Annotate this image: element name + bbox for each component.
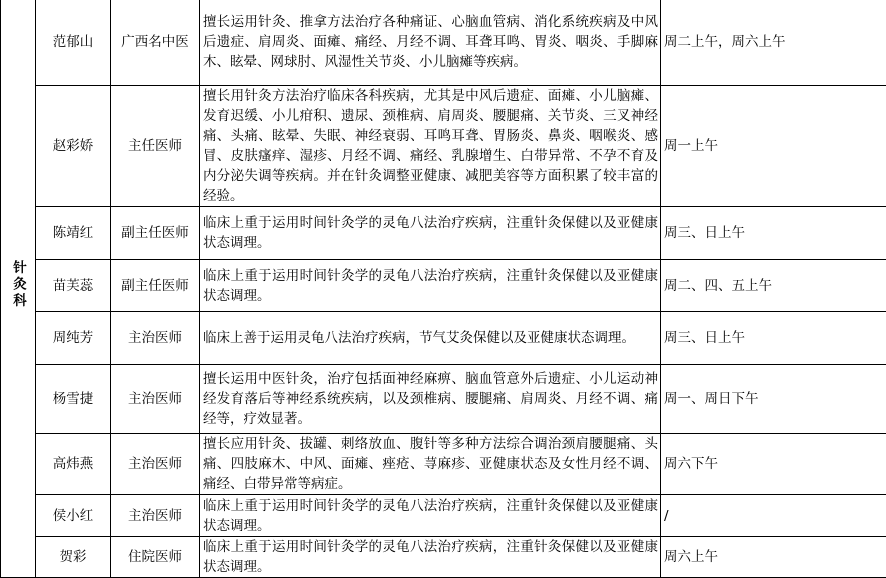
doctor-title: 主任医师 <box>111 86 200 207</box>
doctor-title: 主治医师 <box>111 434 200 495</box>
doctor-specialty: 擅长应用针灸、拔罐、刺络放血、腹针等多种方法综合调治颈肩腰腿痛、头痛、四肢麻木、中风、面瘫、痤疮、荨麻疹、亚健康状态及女性月经不调、痛经、白带异常等病症。 <box>200 434 661 495</box>
doctor-schedule: 周六下午 <box>661 434 886 495</box>
table-row <box>1 86 886 207</box>
doctor-title: 主治医师 <box>111 365 200 434</box>
doctor-title: 主治医师 <box>111 495 200 537</box>
doctor-title: 副主任医师 <box>111 207 200 260</box>
doctor-schedule: 周一、周日下午 <box>661 365 886 434</box>
table-row <box>1 434 886 495</box>
doctor-schedule: 周六上午 <box>661 537 886 578</box>
doctor-name: 赵彩娇 <box>36 86 111 207</box>
department-cell <box>1 0 36 578</box>
doctor-schedule: 周二上午，周六上午 <box>661 0 886 86</box>
doctor-specialty: 临床上重于运用时间针灸学的灵龟八法治疗疾病，注重针灸保健以及亚健康状态调理。 <box>200 537 661 578</box>
doctor-name: 周纯芳 <box>36 312 111 365</box>
table-row <box>1 207 886 260</box>
table-row <box>1 312 886 365</box>
doctor-specialty: 临床上重于运用时间针灸学的灵龟八法治疗疾病，注重针灸保健以及亚健康状态调理。 <box>200 207 661 260</box>
table-row <box>1 495 886 537</box>
doctor-specialty: 临床上重于运用时间针灸学的灵龟八法治疗疾病，注重针灸保健以及亚健康状态调理。 <box>200 495 661 537</box>
doctor-name: 苗芙蕊 <box>36 260 111 312</box>
table-row <box>1 537 886 578</box>
department-label: 针灸科 <box>8 260 28 310</box>
table-row <box>1 260 886 312</box>
table-row <box>1 365 886 434</box>
doctor-name: 陈靖红 <box>36 207 111 260</box>
doctor-schedule: 周一上午 <box>661 86 886 207</box>
doctor-specialty: 临床上善于运用灵龟八法治疗疾病，节气艾灸保健以及亚健康状态调理。 <box>200 312 661 365</box>
doctor-name: 贺彩 <box>36 537 111 578</box>
table-row <box>1 0 886 86</box>
doctor-title: 住院医师 <box>111 537 200 578</box>
doctor-title: 主治医师 <box>111 312 200 365</box>
doctor-name: 杨雪捷 <box>36 365 111 434</box>
doctor-specialty: 擅长用针灸方法治疗临床各科疾病，尤其是中风后遗症、面瘫、小儿脑瘫、发育迟缓、小儿疳积、遗尿、颈椎病、肩周炎、腰腿痛、关节炎、三叉神经痛、头痛、眩晕、失眠、神经衰弱、耳鸣耳聋、胃肠炎、鼻炎、咽喉炎、感冒、皮肤瘙痒、湿疹、月经不调、痛经、乳腺增生、白带异常、不孕不育及内分泌失调等疾病。并在针灸调整亚健康、减肥美容等方面积累了较丰富的经验。 <box>200 86 661 207</box>
doctor-specialty: 擅长运用中医针灸，治疗包括面神经麻痹、脑血管意外后遗症、小儿运动神经发育落后等神经系统疾病，以及颈椎病、腰腿痛、肩周炎、月经不调、痛经等，疗效显著。 <box>200 365 661 434</box>
doctor-specialty: 擅长运用针灸、推拿方法治疗各种痛证、心脑血管病、消化系统疾病及中风后遗症、肩周炎、面瘫、痛经、月经不调、耳聋耳鸣、胃炎、咽炎、手脚麻木、眩晕、网球肘、风湿性关节炎、小儿脑瘫等疾病。 <box>200 0 661 86</box>
doctor-schedule: 周三、日上午 <box>661 312 886 365</box>
doctor-schedule: / <box>661 495 886 537</box>
doctor-specialty: 临床上重于运用时间针灸学的灵龟八法治疗疾病，注重针灸保健以及亚健康状态调理。 <box>200 260 661 312</box>
doctor-schedule: 周二、四、五上午 <box>661 260 886 312</box>
doctor-title: 广西名中医 <box>111 0 200 86</box>
doctor-name: 高炜燕 <box>36 434 111 495</box>
doctor-title: 副主任医师 <box>111 260 200 312</box>
doctor-name: 侯小红 <box>36 495 111 537</box>
doctor-name: 范郁山 <box>36 0 111 86</box>
doctor-schedule: 周三、日上午 <box>661 207 886 260</box>
